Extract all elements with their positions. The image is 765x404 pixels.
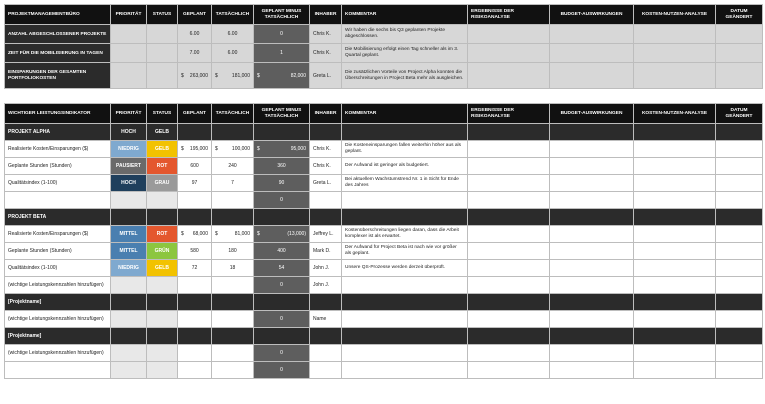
actual-amount: 181,000 bbox=[231, 72, 250, 79]
project-row-placeholder bbox=[5, 328, 763, 345]
project-name: PROJEKT BETA bbox=[5, 209, 111, 226]
planned-amount: 68,000 bbox=[192, 231, 208, 237]
table-row bbox=[5, 226, 763, 243]
currency-symbol: $ bbox=[215, 146, 218, 152]
changed-cell[interactable] bbox=[716, 260, 763, 277]
col-header-comment: KOMMENTAR bbox=[342, 104, 468, 124]
risk-cell[interactable] bbox=[468, 175, 550, 192]
owner-cell[interactable]: John J. bbox=[310, 260, 342, 277]
diff-cell: 90 bbox=[254, 175, 310, 192]
col-header-diff: GEPLANT MINUS TATSÄCHLICH bbox=[254, 5, 310, 25]
diff-cell: 0 bbox=[254, 311, 310, 328]
budget-cell[interactable] bbox=[550, 243, 634, 260]
status-cell[interactable] bbox=[147, 63, 178, 89]
budget-cell[interactable] bbox=[550, 44, 634, 63]
comment-cell[interactable]: Kostenüberschreitungen liegen daran, dass die Arbeit komplexer ist als erwartet. bbox=[342, 226, 468, 243]
status-badge[interactable]: ROT bbox=[147, 158, 178, 175]
owner-cell[interactable]: John J. bbox=[310, 277, 342, 294]
budget-cell[interactable] bbox=[550, 25, 634, 44]
row-label: EINSPARUNGEN DER GESAMTEN PORTFOLIOKOSTEN bbox=[5, 63, 111, 89]
row-label: ANZAHL ABGESCHLOSSENER PROJEKTE bbox=[5, 25, 111, 44]
cost-benefit-cell[interactable] bbox=[634, 63, 716, 89]
changed-cell[interactable] bbox=[716, 44, 763, 63]
diff-cell: 0 bbox=[254, 277, 310, 294]
currency-symbol: $ bbox=[257, 231, 260, 237]
risk-cell[interactable] bbox=[468, 226, 550, 243]
priority-badge[interactable]: NIEDRIG bbox=[111, 141, 147, 158]
priority-cell[interactable] bbox=[111, 44, 147, 63]
planned-cell[interactable]: 580 bbox=[178, 243, 212, 260]
cost-benefit-cell[interactable] bbox=[634, 44, 716, 63]
owner-cell[interactable]: Greta L. bbox=[310, 175, 342, 192]
status-badge[interactable]: GRAU bbox=[147, 175, 178, 192]
table-row bbox=[5, 277, 763, 294]
header-row bbox=[5, 104, 763, 124]
pmo-summary-table bbox=[4, 4, 763, 89]
risk-cell[interactable] bbox=[468, 44, 550, 63]
table-row bbox=[5, 311, 763, 328]
row-label: ZEIT FÜR DIE MOBILISIERUNG IN TAGEN bbox=[5, 44, 111, 63]
priority-badge[interactable]: MITTEL bbox=[111, 243, 147, 260]
col-header-changed: DATUM GEÄNDERT bbox=[716, 5, 763, 25]
diff-cell bbox=[254, 63, 310, 89]
table-row bbox=[5, 260, 763, 277]
budget-cell[interactable] bbox=[550, 158, 634, 175]
col-header-cost-benefit: KOSTEN-NUTZEN-ANALYSE bbox=[634, 5, 716, 25]
table-row bbox=[5, 362, 763, 379]
priority-badge[interactable]: MITTEL bbox=[111, 226, 147, 243]
project-name[interactable]: [Projektname] bbox=[5, 328, 111, 345]
kpi-label[interactable]: (wichtige Leistungskennzahlen hinzufügen) bbox=[5, 311, 111, 328]
changed-cell[interactable] bbox=[716, 226, 763, 243]
owner-cell[interactable]: Greta L. bbox=[310, 63, 342, 89]
actual-cell[interactable]: 240 bbox=[212, 158, 254, 175]
diff-cell: 0 bbox=[254, 345, 310, 362]
header-row bbox=[5, 5, 763, 25]
priority-badge[interactable]: PAUSIERT bbox=[111, 158, 147, 175]
changed-cell[interactable] bbox=[716, 25, 763, 44]
kpi-label[interactable]: (wichtige Leistungskennzahlen hinzufügen) bbox=[5, 277, 111, 294]
actual-cell[interactable]: 6.00 bbox=[212, 44, 254, 63]
comment-cell[interactable]: Die Kosteneinsparungen fallen weiterhin höher aus als geplant. bbox=[342, 141, 468, 158]
status-cell[interactable] bbox=[147, 25, 178, 44]
planned-cell[interactable]: 7.00 bbox=[178, 44, 212, 63]
diff-amount: 95,000 bbox=[290, 146, 306, 152]
owner-cell[interactable]: Chris K. bbox=[310, 44, 342, 63]
comment-cell[interactable]: Die zusätzlichen Vorteile von Project Alpha konnten die Überschreitungen in Project Beta mehr als ausgleichen. bbox=[342, 63, 468, 89]
comment-cell[interactable]: Die Mobilisierung erfolgt einen Tag schneller als im 3. Quartal geplant. bbox=[342, 44, 468, 63]
owner-cell[interactable]: Mark D. bbox=[310, 243, 342, 260]
priority-badge[interactable]: HOCH bbox=[111, 124, 147, 141]
currency-symbol: $ bbox=[181, 146, 184, 152]
col-header-planned: GEPLANT bbox=[178, 5, 212, 25]
planned-cell[interactable] bbox=[178, 141, 212, 158]
diff-cell: 400 bbox=[254, 243, 310, 260]
planned-amount: 195,000 bbox=[189, 146, 208, 152]
table-row bbox=[5, 158, 763, 175]
diff-cell: 360 bbox=[254, 158, 310, 175]
kpi-label: Qualitätsindex (1-100) bbox=[5, 260, 111, 277]
col-header-title: PROJEKTMANAGEMENTBÜRO bbox=[5, 5, 111, 25]
comment-cell[interactable]: Der Aufwand ist geringer als budgetiert. bbox=[342, 158, 468, 175]
risk-cell[interactable] bbox=[468, 141, 550, 158]
actual-cell[interactable] bbox=[212, 63, 254, 89]
status-badge[interactable]: GRÜN bbox=[147, 243, 178, 260]
comment-cell[interactable]: Unsere QS-Prozesse werden derzeit überprüft. bbox=[342, 260, 468, 277]
diff-amount: (13,000) bbox=[287, 231, 306, 237]
project-name: PROJEKT ALPHA bbox=[5, 124, 111, 141]
priority-badge[interactable]: NIEDRIG bbox=[111, 260, 147, 277]
planned-cell[interactable]: 72 bbox=[178, 260, 212, 277]
cost-benefit-cell[interactable] bbox=[634, 175, 716, 192]
col-header-status: STATUS bbox=[147, 104, 178, 124]
col-header-risk: ERGEBNISSE DER RISIKOANALYSE bbox=[468, 104, 550, 124]
cost-benefit-cell[interactable] bbox=[634, 243, 716, 260]
diff-cell: 0 bbox=[254, 362, 310, 379]
table-row bbox=[5, 63, 763, 89]
comment-cell[interactable]: Bei aktuellem Wachstumstrend Nr. 1 in Sicht für Ende des Jahres bbox=[342, 175, 468, 192]
status-cell[interactable] bbox=[147, 44, 178, 63]
col-header-priority: PRIORITÄT bbox=[111, 5, 147, 25]
owner-cell[interactable]: Chris K. bbox=[310, 141, 342, 158]
col-header-title: WICHTIGER LEISTUNGSINDIKATOR bbox=[5, 104, 111, 124]
status-badge[interactable]: GELB bbox=[147, 124, 178, 141]
currency-symbol: $ bbox=[181, 231, 184, 237]
changed-cell[interactable] bbox=[716, 63, 763, 89]
status-badge[interactable]: GELB bbox=[147, 141, 178, 158]
table-row bbox=[5, 345, 763, 362]
kpi-label: Realisierte Kosten/Einsparungen ($) bbox=[5, 141, 111, 158]
col-header-actual: TATSÄCHLICH bbox=[212, 104, 254, 124]
changed-cell[interactable] bbox=[716, 175, 763, 192]
actual-cell[interactable] bbox=[212, 226, 254, 243]
comment-cell[interactable]: Wir haben die sechs bis Q3 geplanten Projekte abgeschlossen. bbox=[342, 25, 468, 44]
diff-amount: 82,000 bbox=[290, 72, 306, 79]
cost-benefit-cell[interactable] bbox=[634, 141, 716, 158]
owner-cell[interactable]: Name bbox=[310, 311, 342, 328]
kpi-label: Geplante Stunden (Stunden) bbox=[5, 243, 111, 260]
currency-symbol: $ bbox=[257, 146, 260, 152]
planned-amount: 263,000 bbox=[189, 72, 208, 79]
priority-cell[interactable] bbox=[111, 63, 147, 89]
col-header-planned: GEPLANT bbox=[178, 104, 212, 124]
project-row-placeholder bbox=[5, 294, 763, 311]
cost-benefit-cell[interactable] bbox=[634, 158, 716, 175]
currency-symbol: $ bbox=[215, 231, 218, 237]
table-row bbox=[5, 192, 763, 209]
col-header-priority: PRIORITÄT bbox=[111, 104, 147, 124]
budget-cell[interactable] bbox=[550, 260, 634, 277]
priority-cell[interactable] bbox=[111, 25, 147, 44]
col-header-comment: KOMMENTAR bbox=[342, 5, 468, 25]
priority-badge[interactable]: HOCH bbox=[111, 175, 147, 192]
risk-cell[interactable] bbox=[468, 158, 550, 175]
col-header-owner: INHABER bbox=[310, 5, 342, 25]
project-row-beta bbox=[5, 209, 763, 226]
actual-cell[interactable]: 18 bbox=[212, 260, 254, 277]
planned-cell[interactable] bbox=[178, 63, 212, 89]
kpi-label: Qualitätsindex (1-100) bbox=[5, 175, 111, 192]
planned-cell[interactable]: 6.00 bbox=[178, 25, 212, 44]
col-header-status: STATUS bbox=[147, 5, 178, 25]
col-header-diff: GEPLANT MINUS TATSÄCHLICH bbox=[254, 104, 310, 124]
actual-cell[interactable]: 6.00 bbox=[212, 25, 254, 44]
diff-cell: 0 bbox=[254, 192, 310, 209]
kpi-label: Realisierte Kosten/Einsparungen ($) bbox=[5, 226, 111, 243]
table-row bbox=[5, 141, 763, 158]
budget-cell[interactable] bbox=[550, 175, 634, 192]
risk-cell[interactable] bbox=[468, 63, 550, 89]
changed-cell[interactable] bbox=[716, 243, 763, 260]
currency-symbol: $ bbox=[181, 72, 184, 79]
diff-cell: 0 bbox=[254, 25, 310, 44]
cost-benefit-cell[interactable] bbox=[634, 25, 716, 44]
kpi-label: Geplante Stunden (Stunden) bbox=[5, 158, 111, 175]
kpi-label[interactable]: (wichtige Leistungskennzahlen hinzufügen) bbox=[5, 345, 111, 362]
diff-cell bbox=[254, 226, 310, 243]
budget-cell[interactable] bbox=[550, 226, 634, 243]
planned-cell[interactable] bbox=[178, 226, 212, 243]
col-header-budget: BUDGET-AUSWIRKUNGEN bbox=[550, 104, 634, 124]
table-row bbox=[5, 175, 763, 192]
kpi-table bbox=[4, 103, 763, 379]
budget-cell[interactable] bbox=[550, 63, 634, 89]
actual-cell[interactable] bbox=[212, 141, 254, 158]
project-name[interactable]: [Projektname] bbox=[5, 294, 111, 311]
diff-cell bbox=[254, 141, 310, 158]
col-header-budget: BUDGET-AUSWIRKUNGEN bbox=[550, 5, 634, 25]
currency-symbol: $ bbox=[257, 72, 260, 79]
col-header-cost-benefit: KOSTEN-NUTZEN-ANALYSE bbox=[634, 104, 716, 124]
table-row bbox=[5, 25, 763, 44]
cost-benefit-cell[interactable] bbox=[634, 260, 716, 277]
diff-cell: 1 bbox=[254, 44, 310, 63]
table-row bbox=[5, 44, 763, 63]
project-row-alpha bbox=[5, 124, 763, 141]
owner-cell[interactable]: Chris K. bbox=[310, 25, 342, 44]
diff-cell: 54 bbox=[254, 260, 310, 277]
budget-cell[interactable] bbox=[550, 141, 634, 158]
col-header-actual: TATSÄCHLICH bbox=[212, 5, 254, 25]
actual-cell[interactable]: 180 bbox=[212, 243, 254, 260]
col-header-owner: INHABER bbox=[310, 104, 342, 124]
actual-amount: 81,000 bbox=[234, 231, 250, 237]
planned-cell[interactable]: 600 bbox=[178, 158, 212, 175]
planned-cell[interactable]: 97 bbox=[178, 175, 212, 192]
status-badge[interactable]: ROT bbox=[147, 226, 178, 243]
table-row bbox=[5, 243, 763, 260]
changed-cell[interactable] bbox=[716, 158, 763, 175]
col-header-risk: ERGEBNISSE DER RISIKOANALYSE bbox=[468, 5, 550, 25]
actual-cell[interactable]: 7 bbox=[212, 175, 254, 192]
actual-amount: 100,000 bbox=[231, 146, 250, 152]
status-badge[interactable]: GELB bbox=[147, 260, 178, 277]
changed-cell[interactable] bbox=[716, 141, 763, 158]
comment-cell[interactable]: Der Aufwand für Project Beta ist nach wie vor größer als geplant. bbox=[342, 243, 468, 260]
cost-benefit-cell[interactable] bbox=[634, 226, 716, 243]
risk-cell[interactable] bbox=[468, 243, 550, 260]
owner-cell[interactable]: Chris K. bbox=[310, 158, 342, 175]
risk-cell[interactable] bbox=[468, 25, 550, 44]
col-header-changed: DATUM GEÄNDERT bbox=[716, 104, 763, 124]
owner-cell[interactable]: Jeffrey L. bbox=[310, 226, 342, 243]
risk-cell[interactable] bbox=[468, 260, 550, 277]
currency-symbol: $ bbox=[215, 72, 218, 79]
